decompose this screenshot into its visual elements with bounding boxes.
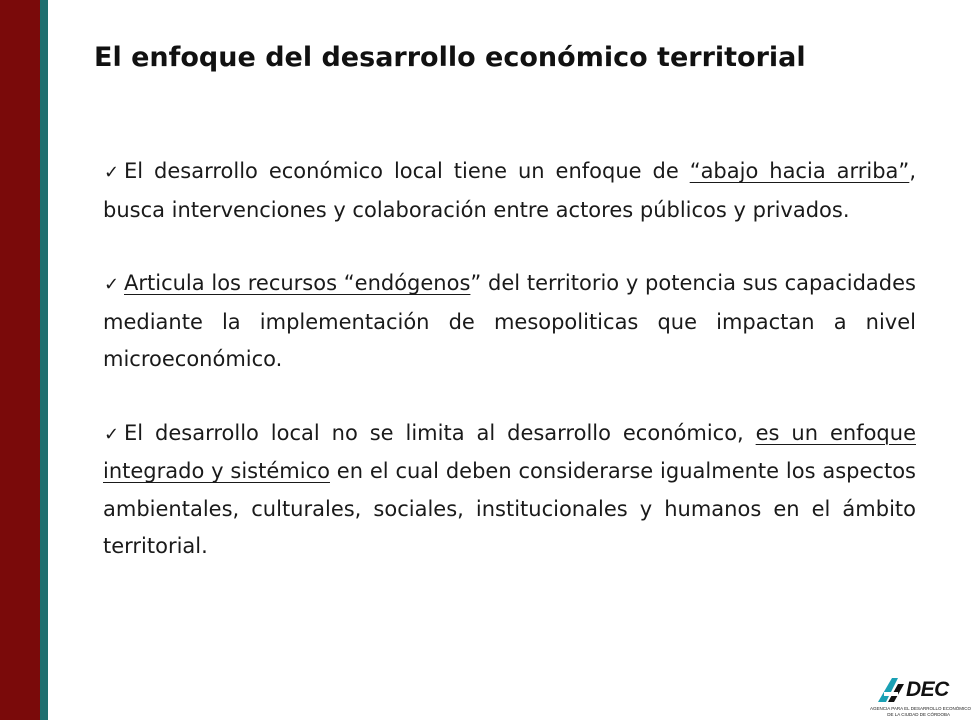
bullet-item [103, 153, 916, 229]
side-bar [0, 0, 40, 720]
bullet-text-underlined: Articula los recursos “endógenos [124, 271, 471, 295]
checkmark-icon: ✓ [104, 423, 120, 445]
bullet-text-underlined: es un enfoque integrado y sistémico [103, 420, 916, 483]
logo-tagline-1: AGENCIA PARA EL DESARROLLO ECONÓMICO [870, 706, 971, 711]
bullet-text: en el cual deben considerarse igualmente los aspectos ambientales, culturales, sociales, institucionales y humanos en el ámbito territorial. [103, 459, 916, 558]
checkmark-icon: ✓ [104, 162, 120, 183]
side-stripe [40, 0, 48, 720]
bullet-list [103, 153, 916, 602]
bullet-text: , busca intervenciones y colaboración entre actores públicos y privados. [103, 159, 916, 222]
bullet-text: El desarrollo local no se limita al desarrollo económico, [124, 420, 756, 445]
slide-title: El enfoque del desarrollo económico territorial [94, 42, 806, 73]
logo-wordmark: DEC [906, 678, 949, 701]
bullet-text-underlined: “abajo hacia arriba” [689, 159, 910, 183]
bullet-text: El desarrollo económico local tiene un enfoque de [124, 159, 690, 183]
bullet-text: ” del territorio y potencia sus capacidades mediante la implementación de mesopoliticas que impactan a nivel microeconómico. [103, 271, 916, 371]
bullet-item [103, 415, 916, 566]
adec-logo-mark-icon [876, 676, 908, 704]
checkmark-icon: ✓ [104, 274, 120, 295]
logo-tagline-2: DE LA CIUDAD DE CÓRDOBA [887, 712, 950, 717]
bullet-item [103, 265, 916, 379]
adec-logo [850, 676, 971, 720]
